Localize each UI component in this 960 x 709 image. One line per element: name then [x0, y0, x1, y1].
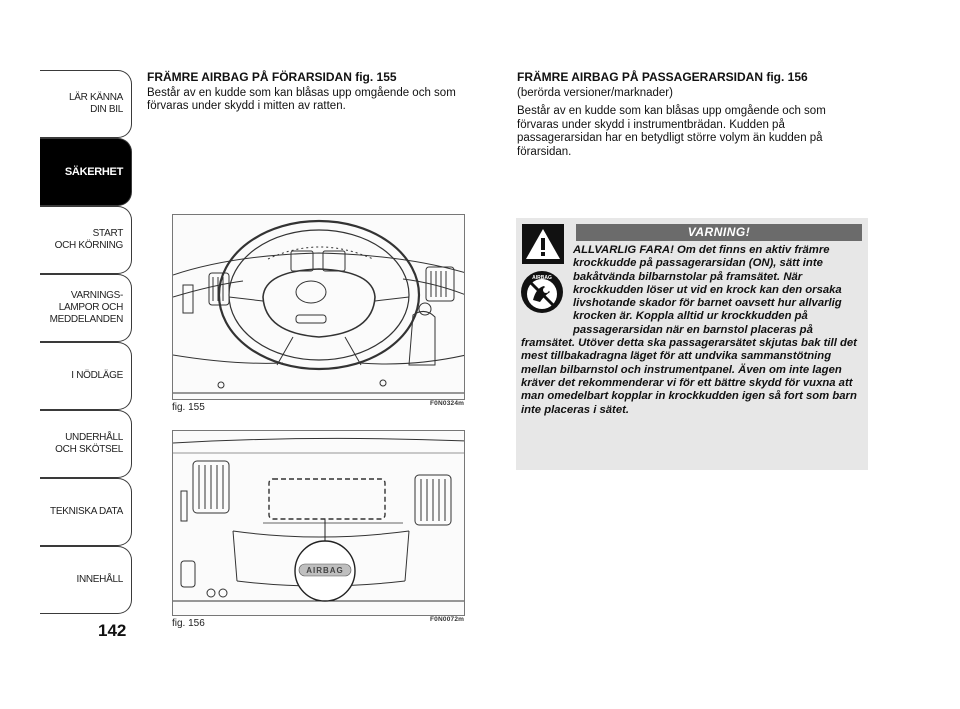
- tab-tekniska-data[interactable]: TEKNISKA DATA: [40, 478, 132, 546]
- warning-text-block: [521, 244, 863, 417]
- airbag-label: AIRBAG: [306, 566, 344, 575]
- warning-header: VARNING!: [576, 224, 862, 241]
- figure-155-code: F0N0324m: [430, 400, 465, 407]
- passenger-airbag-subheading: (berörda versioner/marknader): [517, 86, 673, 99]
- warning-box: [516, 218, 868, 470]
- page-number: 142: [98, 621, 127, 640]
- figure-156-passenger-dashboard: [172, 430, 465, 616]
- tab-underhall[interactable]: UNDERHÅLL OCH SKÖTSEL: [40, 410, 132, 478]
- tab-start-och-korning[interactable]: START OCH KÖRNING: [40, 206, 132, 274]
- figure-155-steering-wheel: [172, 214, 465, 400]
- passenger-airbag-illustration: [173, 431, 465, 616]
- tab-innehall[interactable]: INNEHÅLL: [40, 546, 132, 614]
- tab-sakerhet[interactable]: SÄKERHET: [40, 138, 132, 206]
- figure-156-label: fig. 156: [172, 618, 205, 629]
- passenger-airbag-body: Består av en kudde som kan blåsas upp omgående och som förvaras under skydd i instrumentbrädan. Kudden på passagerarsidan har en betydligt större volym än kudden på förarsidan.: [517, 105, 826, 158]
- tab-lar-kanna-din-bil[interactable]: LÄR KÄNNA DIN BIL: [40, 70, 132, 138]
- steering-wheel-illustration: [173, 215, 465, 400]
- driver-airbag-section: [147, 71, 487, 119]
- passenger-airbag-section: [517, 71, 867, 164]
- figure-156-code: F0N0072m: [430, 616, 465, 623]
- passenger-airbag-heading: FRÄMRE AIRBAG PÅ PASSAGERARSIDAN fig. 156: [517, 70, 808, 84]
- tab-varningslampor[interactable]: VARNINGS- LAMPOR OCH MEDDELANDEN: [40, 274, 132, 342]
- warning-text: ALLVARLIG FARA! Om det finns en aktiv främre krockkudde på passagerarsidan (ON), sätt inte bakåtvända bilbarnstolar på framsätet. När krockkudden löser ut vid en krock kan den orsaka livshotande skador för barnet oavsett hur allvarlig krocken är. Koppla alltid ur krockkudden på passagerarsidan när en barnstol placeras på framsätet. Utöver detta ska passagerarsätet skjutas bak till det mest tillbakadragna läget för att undvika sammanstötning mellan bilbarnstol och instrumentpanel. Även om inte lagen kräver det rekommenderar vi för ett bättre skydd för vuxna att man omedelbart kopplar in krockkudden igen så fort som barn inte placeras i sätet.: [521, 244, 857, 416]
- airbag-icon-label: AIRBAG: [532, 275, 552, 281]
- driver-airbag-heading: FRÄMRE AIRBAG PÅ FÖRARSIDAN fig. 155: [147, 70, 397, 84]
- driver-airbag-body: Består av en kudde som kan blåsas upp omgående och som förvaras under skydd i mitten av ratten.: [147, 86, 456, 112]
- figure-155-label: fig. 155: [172, 402, 205, 413]
- tab-i-nodlage[interactable]: I NÖDLÄGE: [40, 342, 132, 410]
